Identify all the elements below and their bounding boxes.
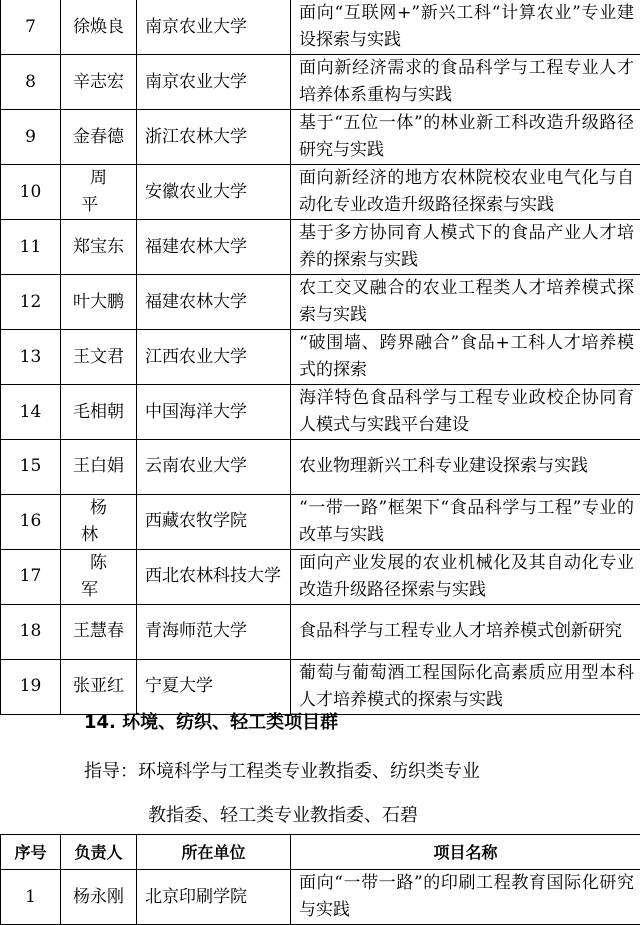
row-leader: 郑宝东 bbox=[61, 220, 137, 275]
row-unit: 西藏农牧学院 bbox=[137, 494, 291, 549]
row-title: 海洋特色食品科学与工程专业政校企协同育人模式与实践平台建设 bbox=[291, 385, 640, 440]
row-leader: 毛相朝 bbox=[61, 385, 137, 440]
row-unit: 云南农业大学 bbox=[137, 440, 291, 495]
row-unit: 中国海洋大学 bbox=[137, 385, 291, 440]
row-leader: 王慧春 bbox=[61, 604, 137, 659]
row-unit: 安徽农业大学 bbox=[137, 165, 291, 220]
row-title: 面向新经济的地方农林院校农业电气化与自动化专业改造升级路径探索与实践 bbox=[291, 165, 640, 220]
row-title: 面向“互联网+”新兴工科“计算农业”专业建设探索与实践 bbox=[291, 0, 640, 55]
row-leader: 徐焕良 bbox=[61, 0, 137, 55]
header-unit: 所在单位 bbox=[137, 835, 291, 870]
row-title: “破围墙、跨界融合”食品+工科人才培养模式的探索 bbox=[291, 330, 640, 385]
row-leader: 金春德 bbox=[61, 110, 137, 165]
row-number: 19 bbox=[1, 659, 61, 714]
row-leader: 辛志宏 bbox=[61, 55, 137, 110]
table-row bbox=[1, 604, 640, 659]
row-leader: 杨永刚 bbox=[61, 870, 137, 925]
row-number: 9 bbox=[1, 110, 61, 165]
row-title: 面向“一带一路”的印刷工程教育国际化研究与实践 bbox=[291, 870, 640, 925]
row-leader: 杨林 bbox=[61, 494, 137, 549]
row-title: 基于“五位一体”的林业新工科改造升级路径研究与实践 bbox=[291, 110, 640, 165]
row-number: 12 bbox=[1, 275, 61, 330]
row-unit: 西北农林科技大学 bbox=[137, 549, 291, 604]
row-number: 10 bbox=[1, 165, 61, 220]
guidance-line-2: 教指委、轻工类专业教指委、石碧 bbox=[148, 801, 418, 827]
table-row bbox=[1, 549, 640, 604]
row-title: “一带一路”框架下“食品科学与工程”专业的改革与实践 bbox=[291, 494, 640, 549]
row-number: 18 bbox=[1, 604, 61, 659]
table-row bbox=[1, 55, 640, 110]
row-unit: 青海师范大学 bbox=[137, 604, 291, 659]
row-number: 7 bbox=[1, 0, 61, 55]
row-unit: 南京农业大学 bbox=[137, 55, 291, 110]
table-row bbox=[1, 385, 640, 440]
row-unit: 宁夏大学 bbox=[137, 659, 291, 714]
row-number: 15 bbox=[1, 440, 61, 495]
header-leader: 负责人 bbox=[61, 835, 137, 870]
table-row bbox=[1, 330, 640, 385]
row-title: 基于多方协同育人模式下的食品产业人才培养的探索与实践 bbox=[291, 220, 640, 275]
row-unit: 江西农业大学 bbox=[137, 330, 291, 385]
table-row bbox=[1, 659, 640, 714]
table-row bbox=[1, 110, 640, 165]
row-leader: 王白娟 bbox=[61, 440, 137, 495]
row-leader: 叶大鹏 bbox=[61, 275, 137, 330]
project-table-new bbox=[0, 834, 640, 925]
row-unit: 南京农业大学 bbox=[137, 0, 291, 55]
row-unit: 福建农林大学 bbox=[137, 275, 291, 330]
header-number: 序号 bbox=[1, 835, 61, 870]
table-row bbox=[1, 870, 640, 925]
row-leader: 周平 bbox=[61, 165, 137, 220]
row-unit: 浙江农林大学 bbox=[137, 110, 291, 165]
row-title: 农业物理新兴工科专业建设探索与实践 bbox=[291, 440, 640, 495]
table-row bbox=[1, 275, 640, 330]
row-number: 11 bbox=[1, 220, 61, 275]
row-unit: 福建农林大学 bbox=[137, 220, 291, 275]
row-title: 面向新经济需求的食品科学与工程专业人才培养体系重构与实践 bbox=[291, 55, 640, 110]
table-row bbox=[1, 0, 640, 55]
row-title: 农工交叉融合的农业工程类人才培养模式探索与实践 bbox=[291, 275, 640, 330]
table-row bbox=[1, 165, 640, 220]
header-title: 项目名称 bbox=[291, 835, 640, 870]
row-title: 食品科学与工程专业人才培养模式创新研究 bbox=[291, 604, 640, 659]
row-title: 葡萄与葡萄酒工程国际化高素质应用型本科人才培养模式的探索与实践 bbox=[291, 659, 640, 714]
row-number: 17 bbox=[1, 549, 61, 604]
section-heading: 14. 环境、纺织、轻工类项目群 bbox=[84, 708, 338, 734]
table-row bbox=[1, 440, 640, 495]
row-title: 面向产业发展的农业机械化及其自动化专业改造升级路径探索与实践 bbox=[291, 549, 640, 604]
row-number: 16 bbox=[1, 494, 61, 549]
row-number: 1 bbox=[1, 870, 61, 925]
guidance-line-1: 指导：环境科学与工程类专业教指委、纺织类专业 bbox=[84, 757, 480, 783]
row-leader: 陈军 bbox=[61, 549, 137, 604]
table-row bbox=[1, 494, 640, 549]
row-unit: 北京印刷学院 bbox=[137, 870, 291, 925]
row-number: 14 bbox=[1, 385, 61, 440]
row-leader: 王文君 bbox=[61, 330, 137, 385]
table-header-row bbox=[1, 835, 640, 870]
row-number: 13 bbox=[1, 330, 61, 385]
row-number: 8 bbox=[1, 55, 61, 110]
table-row bbox=[1, 220, 640, 275]
row-leader: 张亚红 bbox=[61, 659, 137, 714]
